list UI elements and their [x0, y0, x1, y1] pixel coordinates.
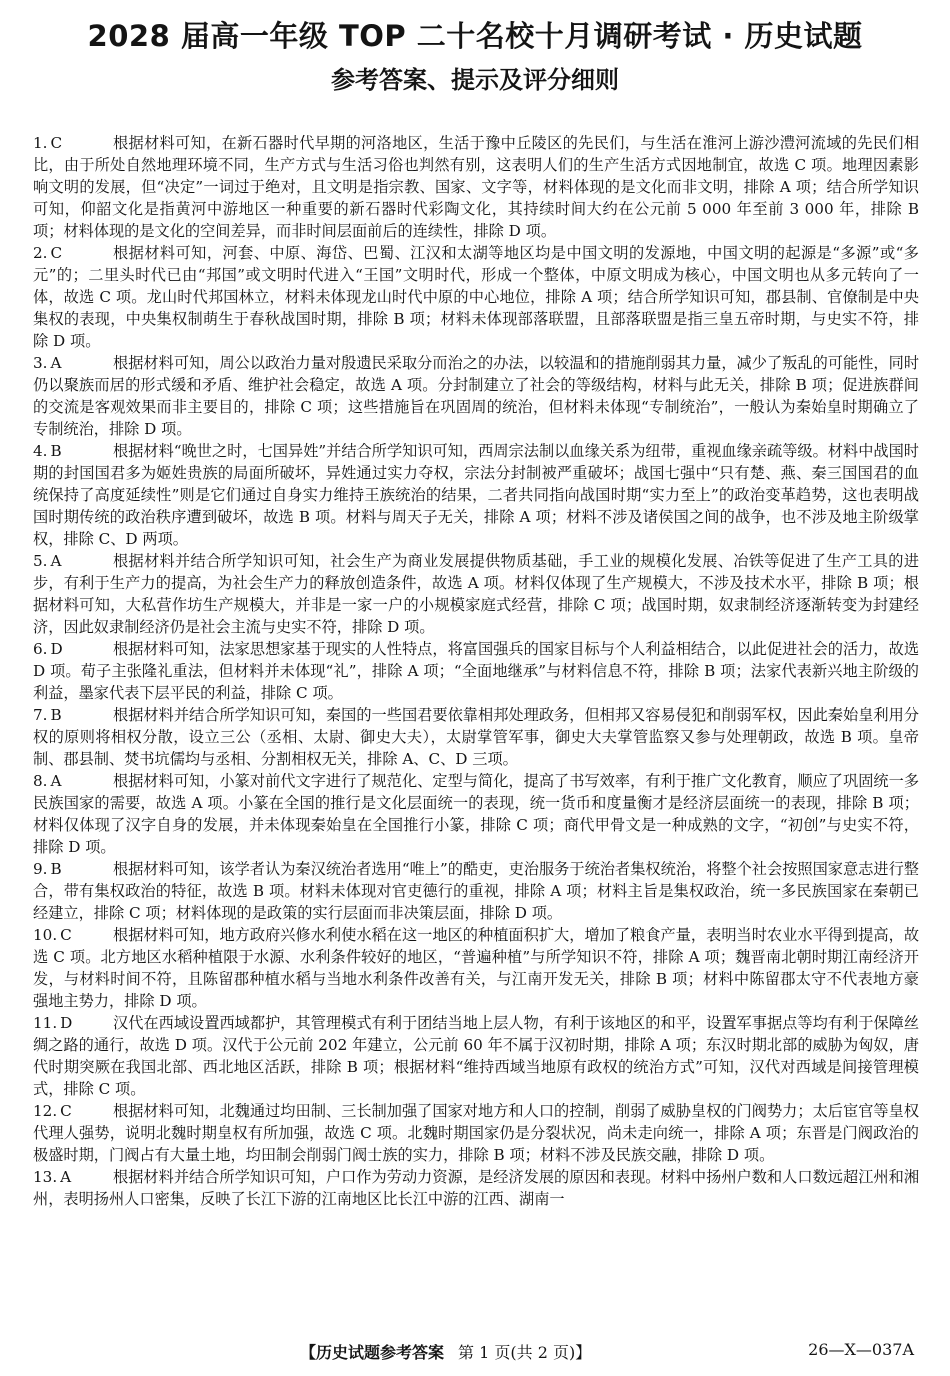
answer-item [33, 770, 919, 858]
footer-exam-code: 26—X—037A [808, 1340, 914, 1359]
answer-head [33, 1166, 71, 1188]
answer-head [33, 550, 61, 572]
answer-item [33, 242, 919, 352]
answer-explanation: 根据材料可知，周公以政治力量对殷遗民采取分而治之的办法，以较温和的措施削弱其力量，减少了叛乱的可能性，同时仍以聚族而居的形式缓和矛盾、维护社会稳定，故选 A 项。分封制建立了社会的等级结构，材料与此无关，排除 B 项；促进族群间的交流是客观效果而非主要目的，排除 C 项；这些措施旨在巩固周的统治，但材料未体现“专制统治”，一般认为秦始皇时期确立了专制统治，排除 D 项。 [33, 354, 919, 438]
answer-item [33, 440, 919, 550]
answer-explanation: 根据材料可知，该学者认为秦汉统治者选用“唯上”的酷吏，吏治服务于统治者集权统治，将整个社会按照国家意志进行整合，带有集权政治的特征，故选 B 项。材料未体现对官吏德行的重视，排除 A 项；材料主旨是集权政治，统一多民族国家在秦朝已经建立，排除 C 项；材料体现的是政策的实行层面而非决策层面，排除 D 项。 [33, 860, 919, 922]
answer-explanation: 根据材料可知，地方政府兴修水利使水稻在这一地区的种植面积扩大，增加了粮食产量，表明当时农业水平得到提高，故选 C 项。北方地区水稻种植限于水源、水利条件较好的地区，“普遍种植”与所学知识不符，排除 A 项；魏晋南北朝时期江南经济开发，与材料时间不符，且陈留郡种植水稻与当地水利条件改善有关，与江南开发无关，排除 B 项；材料中陈留郡太守不代表地方豪强地主势力，排除 D 项。 [33, 926, 919, 1010]
answer-explanation: 汉代在西域设置西域都护，其管理模式有利于团结当地上层人物，有利于该地区的和平，设置军事据点等均有利于保障丝绸之路的通行，故选 D 项。汉代于公元前 202 年建立，公元前 60 年不属于汉初时期，排除 A 项；东汉时期北部的威胁为匈奴，唐代时期突厥在我国北部、西北地区活跃，排除 B 项；根据材料“维持西域当地原有政权的统治方式”可知，汉代对西域是间接管理模式，排除 C 项。 [33, 1014, 919, 1098]
answer-head [33, 1012, 72, 1034]
answer-letter: C [50, 134, 63, 152]
question-number: 7. [33, 706, 48, 724]
answer-head [33, 924, 72, 946]
question-number: 13. [33, 1168, 58, 1186]
answer-head [33, 1100, 72, 1122]
answer-letter: B [50, 706, 62, 724]
answer-item [33, 550, 919, 638]
answer-explanation: 根据材料“晚世之时，七国异姓”并结合所学知识可知，西周宗法制以血缘关系为纽带，重视血缘亲疏等级。材料中战国时期的封国国君多为姬姓贵族的局面所破坏，异姓通过实力夺权，宗法分封制被严重破坏；战国七强中“只有楚、燕、秦三国国君的血统保持了高度延续性”则是它们通过自身实力维持王族统治的结果，二者共同指向战国时期“实力至上”的政治变革趋势，这也表明战国时期传统的政治秩序遭到破坏，故选 B 项。材料与周天子无关，排除 A 项；材料不涉及诸侯国之间的战争，也不涉及地主阶级掌权，排除 C、D 两项。 [33, 442, 919, 548]
question-number: 10. [33, 926, 58, 944]
answer-list [33, 132, 919, 1210]
answer-letter: A [60, 1168, 72, 1186]
answer-letter: B [50, 442, 62, 460]
answer-item [33, 704, 919, 770]
page-title: 2028 届高一年级 TOP 二十名校十月调研考试 · 历史试题 [87, 19, 863, 53]
question-number: 8. [33, 772, 48, 790]
answer-head [33, 440, 62, 462]
answer-explanation: 根据材料可知，北魏通过均田制、三长制加强了国家对地方和人口的控制，削弱了威胁皇权的门阀势力；太后宦官等皇权代理人强势，说明北魏时期皇权有所加强，故选 C 项。北魏时期国家仍是分裂状况，尚未走向统一，排除 A 项；东晋是门阀政治的极盛时期，门阀占有大量土地，均田制会削弱门阀士族的实力，排除 B 项；材料不涉及民族交融，排除 D 项。 [33, 1102, 919, 1164]
footer-title [300, 1340, 591, 1363]
answer-head [33, 352, 61, 374]
answer-letter: A [50, 354, 62, 372]
answer-letter: C [50, 244, 63, 262]
answer-letter: D [60, 1014, 73, 1032]
question-number: 11. [33, 1014, 58, 1032]
answer-explanation: 根据材料可知，法家思想家基于现实的人性特点，将富国强兵的国家目标与个人利益相结合，以此促进社会的活力，故选 D 项。荀子主张隆礼重法，但材料并未体现“礼”，排除 A 项；“全面地继承”与材料信息不符，排除 B 项；法家代表新兴地主阶级的利益，墨家代表下层平民的利益，排除 C 项。 [33, 640, 919, 702]
answer-item [33, 1100, 919, 1166]
answer-item [33, 1012, 919, 1100]
answer-letter: A [50, 552, 62, 570]
answer-head [33, 858, 62, 880]
answer-letter: C [60, 1102, 72, 1120]
answer-head [33, 770, 61, 792]
question-number: 1. [33, 134, 48, 152]
answer-item [33, 1166, 919, 1210]
answer-explanation: 根据材料并结合所学知识可知，社会生产为商业发展提供物质基础，手工业的规模化发展、冶铁等促进了生产工具的进步，有利于生产力的提高，为社会生产力的释放创造条件，故选 A 项。材料仅体现了生产规模大，不涉及技术水平，排除 B 项；根据材料可知，大私营作坊生产规模大，并非是一家一户的小规模家庭式经营，排除 C 项；战国时期，奴隶制经济逐渐转变为封建经济，因此奴隶制经济仍是社会主流与史实不符，排除 D 项。 [33, 552, 919, 636]
answer-head [33, 704, 62, 726]
question-number: 2. [33, 244, 48, 262]
answer-explanation: 根据材料并结合所学知识可知，户口作为劳动力资源，是经济发展的原因和表现。材料中扬州户数和人口数远超江州和湘州，表明扬州人口密集，反映了长江下游的江南地区比长江中游的江西、湖南一 [33, 1168, 919, 1208]
question-number: 5. [33, 552, 48, 570]
answer-explanation: 根据材料可知，在新石器时代早期的河洛地区，生活于豫中丘陵区的先民们，与生活在淮河上游沙澧河流域的先民们相比，由于所处自然地理环境不同，生产方式与生活习俗也判然有别，这表明人们的生产生活方式因地制宜，故选 C 项。地理因素影响文明的发展，但“决定”一词过于绝对，且文明是指宗教、国家、文字等，材料体现的是文化而非文明，排除 A 项；结合所学知识可知，仰韶文化是指黄河中游地区一种重要的新石器时代彩陶文化，其持续时间大约在公元前 5 000 年至前 3 000 年，排除 B 项；材料体现的是文化的空间差异，而非时间层面前后的连续性，排除 D 项。 [33, 134, 919, 240]
answer-head [33, 638, 63, 660]
answer-explanation: 根据材料可知，河套、中原、海岱、巴蜀、江汉和太湖等地区均是中国文明的发源地，中国文明的起源是“多源”或“多元”的；二里头时代已由“邦国”或文明时代进入“王国”文明时代，形成一个整体，中原文明成为核心，中国文明也从多元转向了一体，故选 C 项。龙山时代邦国林立，材料未体现龙山时代中原的中心地位，排除 A 项；结合所学知识可知，郡县制、官僚制是中央集权的表现，中央集权制萌生于春秋战国时期，排除 B 项；材料未体现部落联盟，且部落联盟是指三皇五帝时期，与史实不符，排除 D 项。 [33, 244, 919, 350]
answer-explanation: 根据材料并结合所学知识可知，秦国的一些国君要依靠相邦处理政务，但相邦又容易侵犯和削弱军权，因此秦始皇利用分权的原则将相权分散，设立三公（丞相、太尉、御史大夫），太尉掌管军事，御史大夫掌管监察又参与处理朝政，故选 B 项。皇帝制、郡县制、焚书坑儒均与丞相、分割相权无关，排除 A、C、D 三项。 [33, 706, 919, 768]
question-number: 3. [33, 354, 48, 372]
page-footer [0, 1340, 950, 1364]
answer-head [33, 132, 62, 154]
answer-item [33, 352, 919, 440]
page-subtitle: 参考答案、提示及评分细则 [331, 66, 619, 94]
question-number: 4. [33, 442, 48, 460]
answer-head [33, 242, 62, 264]
answer-explanation: 根据材料可知，小篆对前代文字进行了规范化、定型与简化，提高了书写效率，有利于推广文化教育，顺应了巩固统一多民族国家的需要，故选 A 项。小篆在全国的推行是文化层面统一的表现，统一货币和度量衡才是经济层面统一的表现，排除 B 项；材料仅体现了汉字自身的发展，并未体现秦始皇在全国推行小篆，排除 C 项；商代甲骨文是一种成熟的文字，“初创”与史实不符，排除 D 项。 [33, 772, 919, 856]
footer-label: 【历史试题参考答案 [300, 1343, 445, 1362]
answer-item [33, 638, 919, 704]
footer-page-number: 第 1 页(共 2 页)】 [458, 1343, 592, 1362]
answer-letter: A [50, 772, 62, 790]
question-number: 6. [33, 640, 48, 658]
answer-letter: D [50, 640, 63, 658]
answer-letter: C [60, 926, 72, 944]
answer-item [33, 924, 919, 1012]
answer-letter: B [50, 860, 62, 878]
question-number: 9. [33, 860, 48, 878]
question-number: 12. [33, 1102, 58, 1120]
answer-item [33, 858, 919, 924]
answer-item [33, 132, 919, 242]
